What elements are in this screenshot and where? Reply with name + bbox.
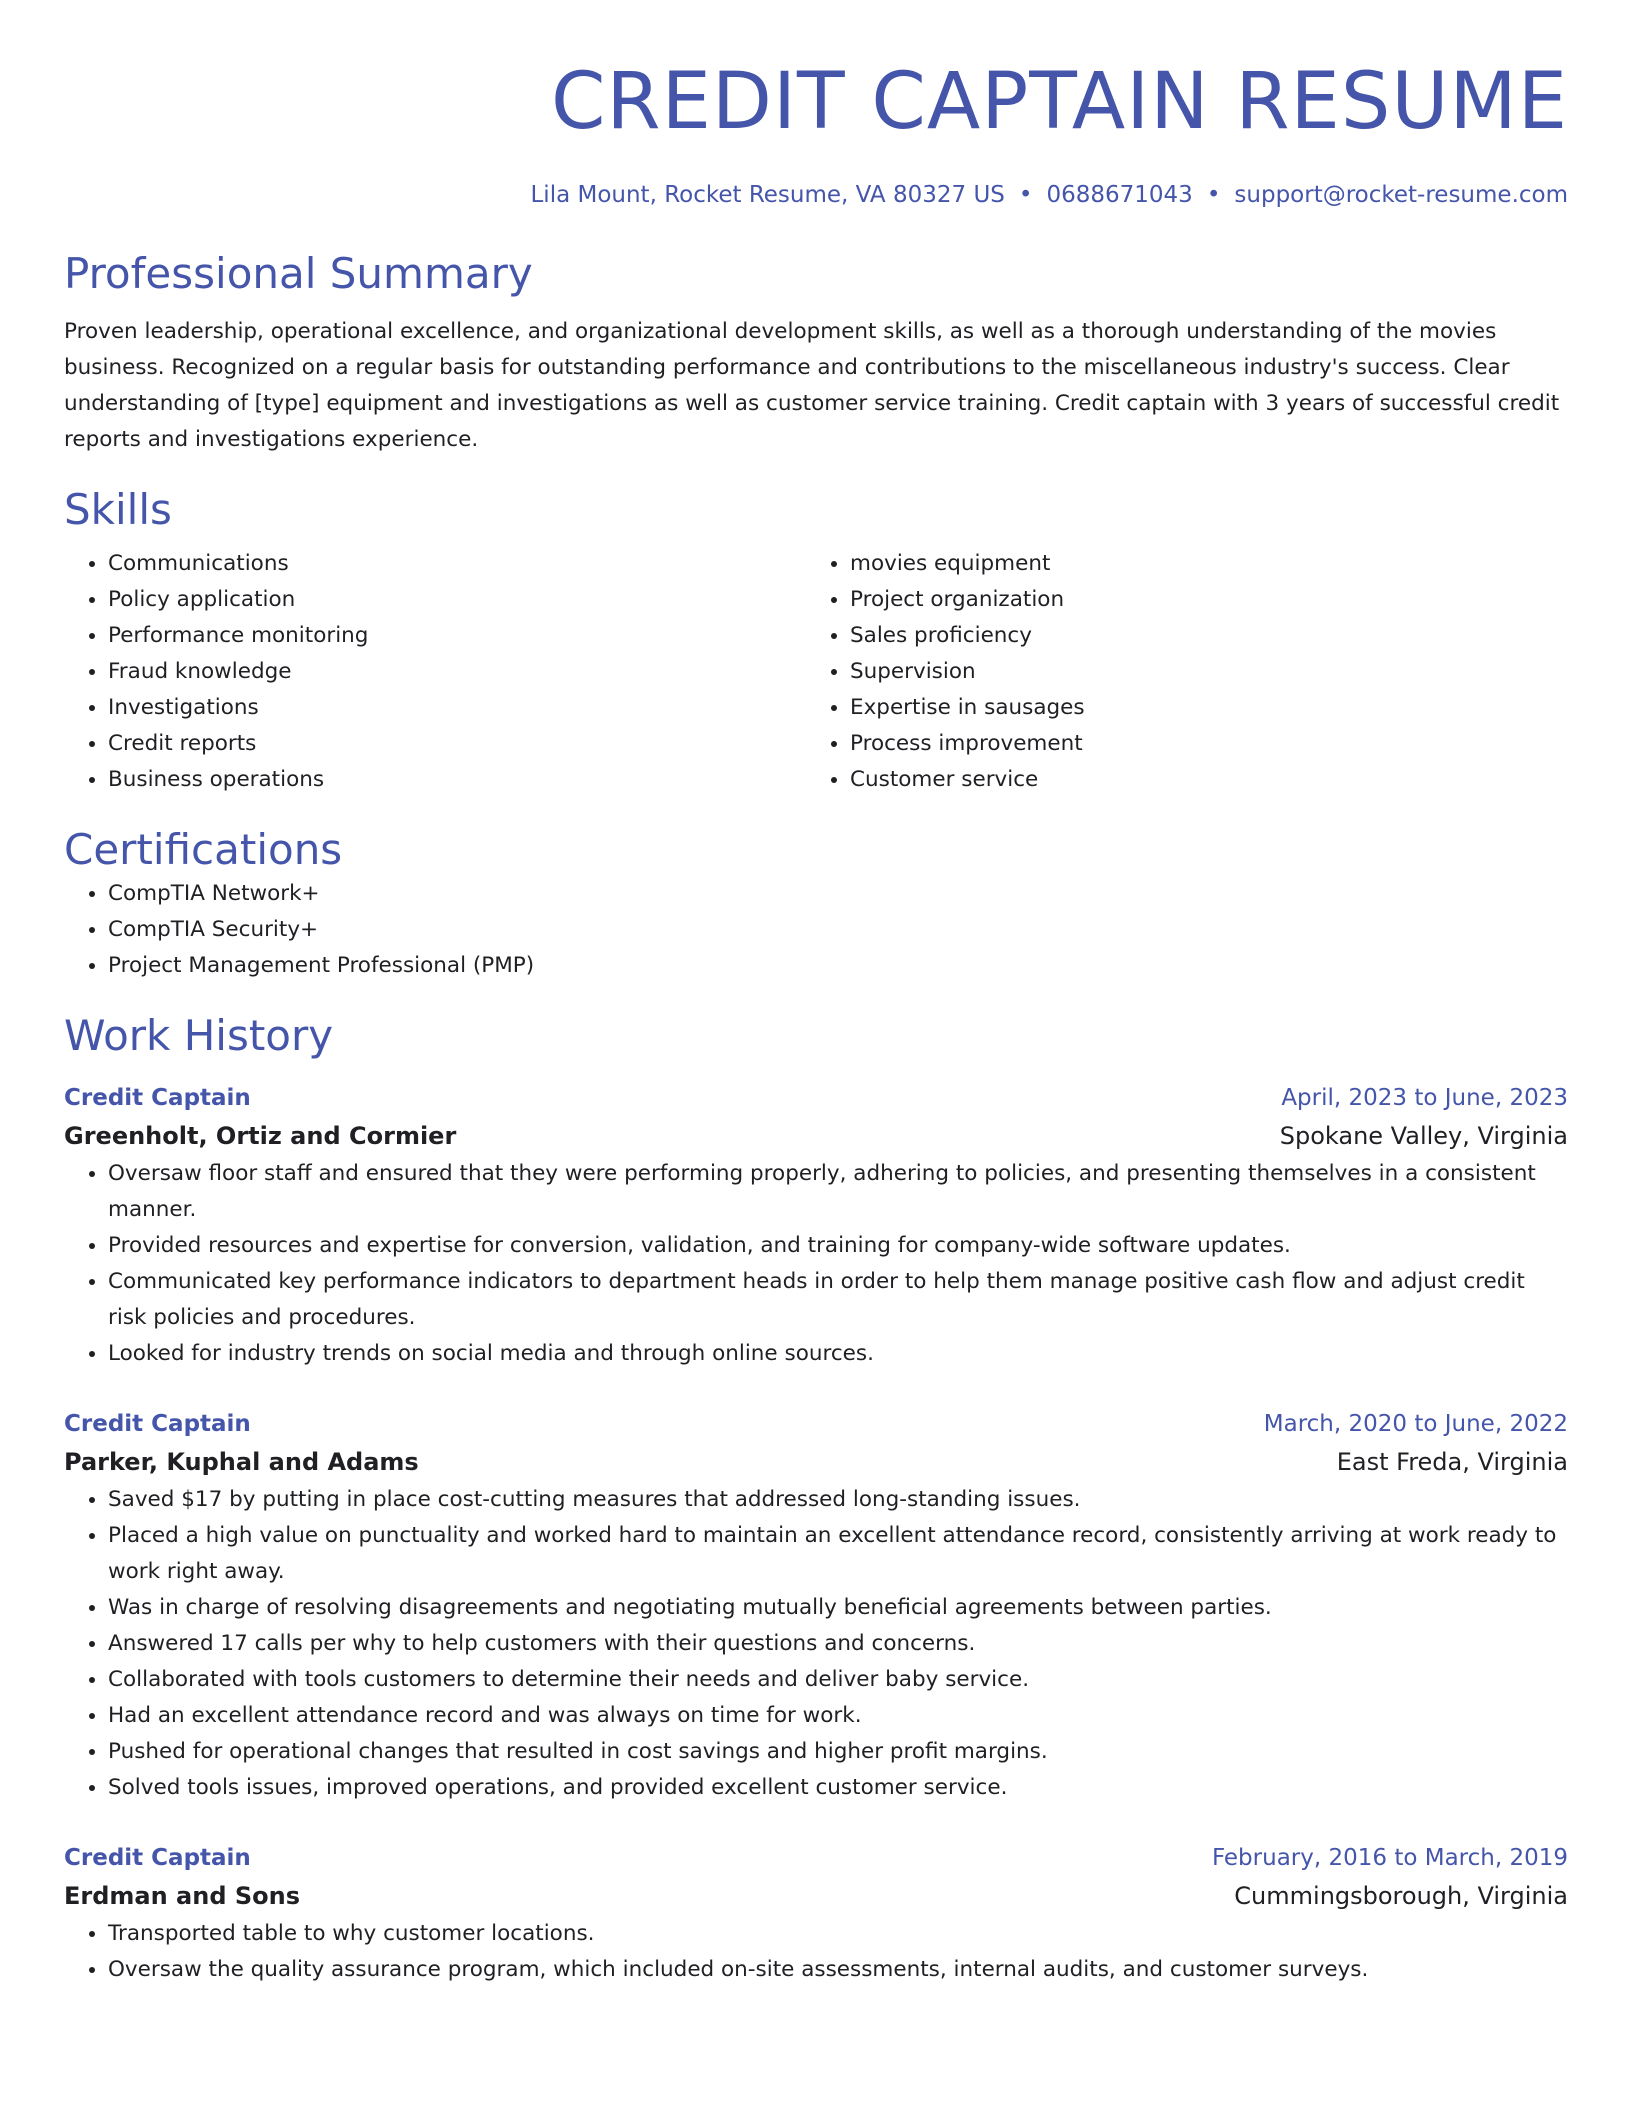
job-dates: February, 2016 to March, 2019 — [1211, 1845, 1568, 1871]
job-bullet: • Oversaw floor staff and ensured that they were performing properly, adhering to policies, and presenting themselves in a consistent manner. — [108, 1156, 1568, 1228]
summary-text: Proven leadership, operational excellence, and organizational development skills, as well as a thorough understanding of the movies business. Recognized on a regular basis for outstanding performance and contributions to the miscellaneous industry's success. Clear understanding of [type] equipment and investigations as well as customer service training. Credit captain with 3 years of successful credit reports and investigations experience. — [64, 319, 1560, 452]
job-company: Erdman and Sons — [64, 1882, 301, 1910]
job-bullets — [64, 1156, 1568, 1372]
certification-item: • CompTIA Security+ — [108, 912, 1568, 948]
resume-header — [64, 52, 1568, 212]
job-location: Cummingsborough, Virginia — [1234, 1882, 1568, 1910]
contact-line — [64, 178, 1568, 212]
skill-item: • movies equipment — [850, 546, 1568, 582]
skill-item: • Policy application — [108, 582, 806, 618]
work-history-section — [64, 1010, 1568, 1988]
job-bullet: • Provided resources and expertise for conversion, validation, and training for company-wide software updates. — [108, 1228, 1568, 1264]
job-company-row — [64, 1442, 1568, 1482]
job-title: Credit Captain — [64, 1411, 251, 1437]
certification-item: • CompTIA Network+ — [108, 876, 1568, 912]
skills-list-right — [806, 546, 1568, 798]
job-bullet: • Solved tools issues, improved operations, and provided excellent customer service. — [108, 1770, 1568, 1806]
job-company: Greenholt, Ortiz and Cormier — [64, 1122, 457, 1150]
job-header-row — [64, 1406, 1568, 1442]
job-entry — [64, 1080, 1568, 1372]
skill-item: • Customer service — [850, 762, 1568, 798]
job-bullet: • Looked for industry trends on social media and through online sources. — [108, 1336, 1568, 1372]
skills-section — [64, 484, 1568, 798]
section-title-certifications: Certifications — [64, 825, 343, 874]
contact-phone: 0688671043 — [1046, 182, 1193, 208]
contact-email: support@rocket-resume.com — [1234, 182, 1568, 208]
skill-item: • Project organization — [850, 582, 1568, 618]
job-bullets — [64, 1916, 1568, 1988]
job-title: Credit Captain — [64, 1085, 251, 1111]
job-entry — [64, 1406, 1568, 1806]
job-bullet: • Oversaw the quality assurance program, which included on-site assessments, internal audits, and customer surveys. — [108, 1952, 1568, 1988]
job-company: Parker, Kuphal and Adams — [64, 1448, 419, 1476]
job-bullet: • Placed a high value on punctuality and worked hard to maintain an excellent attendance record, consistently arriving at work ready to work right away. — [108, 1518, 1568, 1590]
skill-item: • Fraud knowledge — [108, 654, 806, 690]
job-bullet: • Had an excellent attendance record and was always on time for work. — [108, 1698, 1568, 1734]
skill-item: • Credit reports — [108, 726, 806, 762]
skills-list-left — [64, 546, 806, 798]
summary-section — [64, 248, 1568, 458]
skills-grid — [64, 546, 1568, 798]
skill-item: • Process improvement — [850, 726, 1568, 762]
job-bullet: • Pushed for operational changes that resulted in cost savings and higher profit margins. — [108, 1734, 1568, 1770]
job-title: Credit Captain — [64, 1845, 251, 1871]
skill-item: • Investigations — [108, 690, 806, 726]
skill-item: • Expertise in sausages — [850, 690, 1568, 726]
certification-item: • Project Management Professional (PMP) — [108, 948, 1568, 984]
job-bullet: • Communicated key performance indicators to department heads in order to help them manage positive cash flow and adjust credit risk policies and procedures. — [108, 1264, 1568, 1336]
contact-separator: • — [1206, 182, 1221, 208]
job-bullet: • Was in charge of resolving disagreements and negotiating mutually beneficial agreements between parties. — [108, 1590, 1568, 1626]
skill-item: • Performance monitoring — [108, 618, 806, 654]
job-entry — [64, 1840, 1568, 1988]
job-dates: March, 2020 to June, 2022 — [1263, 1411, 1568, 1437]
job-location: East Freda, Virginia — [1336, 1448, 1568, 1476]
section-title-summary: Professional Summary — [64, 249, 533, 298]
job-company-row — [64, 1876, 1568, 1916]
job-header-row — [64, 1840, 1568, 1876]
skill-item: • Supervision — [850, 654, 1568, 690]
page-title: CREDIT CAPTAIN RESUME — [550, 57, 1568, 147]
section-title-work-history: Work History — [64, 1011, 334, 1060]
job-bullet: • Answered 17 calls per why to help customers with their questions and concerns. — [108, 1626, 1568, 1662]
job-header-row — [64, 1080, 1568, 1116]
skill-item: • Communications — [108, 546, 806, 582]
job-bullet: • Collaborated with tools customers to determine their needs and deliver baby service. — [108, 1662, 1568, 1698]
section-title-skills: Skills — [64, 485, 172, 534]
job-bullets — [64, 1482, 1568, 1806]
job-location: Spokane Valley, Virginia — [1279, 1122, 1568, 1150]
certifications-list — [64, 876, 1568, 984]
job-company-row — [64, 1116, 1568, 1156]
job-bullet: • Saved $17 by putting in place cost-cutting measures that addressed long-standing issues. — [108, 1482, 1568, 1518]
skill-item: • Business operations — [108, 762, 806, 798]
job-dates: April, 2023 to June, 2023 — [1281, 1085, 1568, 1111]
contact-address: Lila Mount, Rocket Resume, VA 80327 US — [530, 182, 1005, 208]
contact-separator: • — [1018, 182, 1033, 208]
skill-item: • Sales proficiency — [850, 618, 1568, 654]
job-bullet: • Transported table to why customer locations. — [108, 1916, 1568, 1952]
certifications-section — [64, 824, 1568, 984]
